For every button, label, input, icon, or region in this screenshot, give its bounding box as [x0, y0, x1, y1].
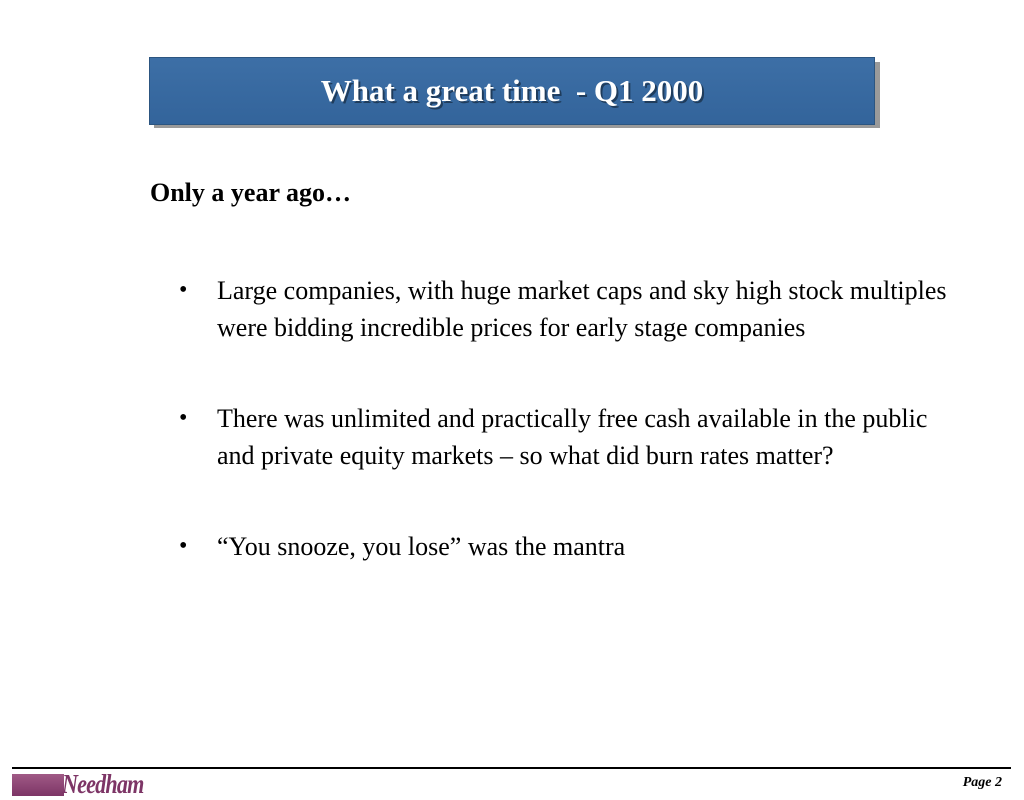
footer-divider [12, 767, 1011, 769]
bullet-icon: • [179, 277, 188, 303]
bullet-icon: • [179, 533, 188, 559]
bullet-item [176, 528, 966, 565]
slide-title: What a great time - Q1 2000 [320, 73, 704, 108]
bullet-list [176, 272, 966, 565]
bullet-text: There was unlimited and practically free cash available in the public and private equity markets – so what did burn rates matter? [217, 404, 928, 470]
bullet-text: Large companies, with huge market caps and sky high stock multiples were bidding incredible prices for early stage companies [217, 276, 947, 342]
needham-logo [12, 769, 147, 799]
logo-text: Needham [62, 769, 144, 799]
bullet-icon: • [179, 405, 188, 431]
logo-bar-icon [12, 774, 64, 796]
bullet-item [176, 272, 966, 346]
bullet-item [176, 400, 966, 474]
page-number: Page 2 [962, 775, 1002, 790]
bullet-text: “You snooze, you lose” was the mantra [217, 532, 626, 561]
title-banner [149, 57, 875, 125]
slide-subheading: Only a year ago… [150, 178, 352, 207]
